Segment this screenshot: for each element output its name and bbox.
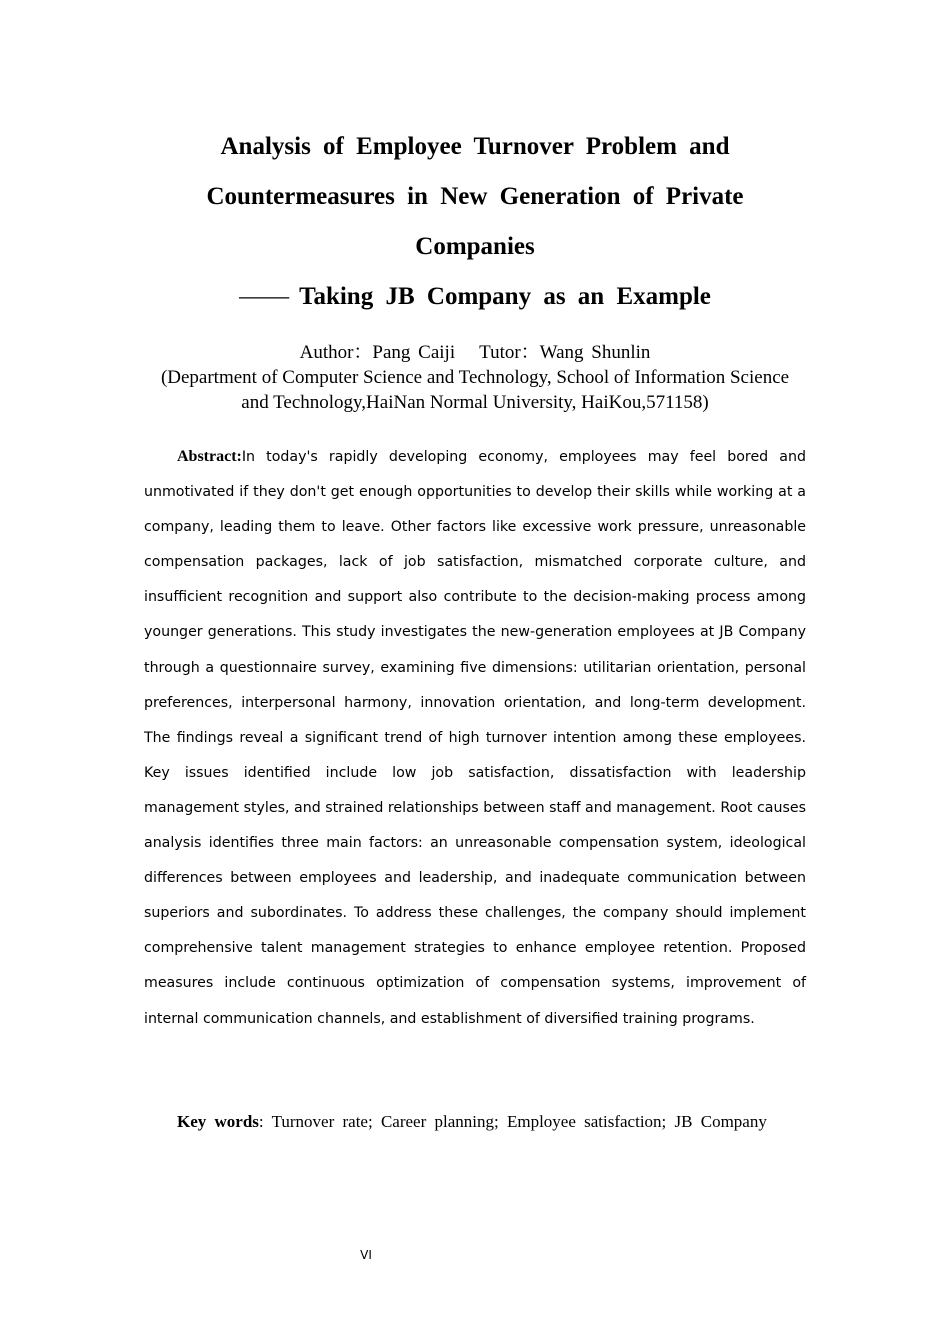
keywords-separator: :: [258, 1112, 272, 1131]
subtitle-dash: ——: [239, 283, 290, 310]
paper-subtitle: [120, 272, 830, 322]
title-line-3: Companies: [415, 233, 535, 260]
keywords-label: Key words: [177, 1112, 259, 1131]
paper-title: [120, 122, 830, 322]
author-line: [110, 340, 840, 365]
tutor-name: Wang Shunlin: [539, 342, 651, 363]
subtitle-text: Taking JB Company as an Example: [299, 283, 711, 310]
affiliation-line-1: (Department of Computer Science and Technology, School of Information Science: [160, 367, 790, 388]
title-line-2: Countermeasures in New Generation of Private: [206, 183, 744, 210]
author-name: Pang Caiji: [372, 342, 456, 363]
author-label: Author：: [299, 342, 373, 363]
abstract-label: Abstract:: [177, 448, 242, 465]
title-line-1: Analysis of Employee Turnover Problem and: [220, 133, 730, 160]
affiliation-line-2: and Technology,HaiNan Normal University, HaiKou,571158): [241, 392, 709, 413]
abstract-paragraph: [144, 439, 806, 1037]
tutor-label: Tutor：: [479, 342, 540, 363]
page-number: VI: [360, 1248, 372, 1262]
author-info: [110, 340, 840, 415]
abstract-text: In today's rapidly developing economy, employees may feel bored and unmotivated if they don't get enough opportunities to develop their skills while working at a company, leading them to leave. Other factors like excessive work pressure, unreasonable compensation packages, lack of job satisfaction, mismatched corporate culture, and insufficient recognition and support also contribute to the decision-making process among younger generations. This study investigates the new-generation employees at JB Company through a questionnaire survey, examining five dimensions: utilitarian orientation, personal preferences, interpersonal harmony, innovation orientation, and long-term development. The findings reveal a significant trend of high turnover intention among these employees. Key issues identified include low job satisfaction, dissatisfaction with leadership management styles, and strained relationships between staff and management. Root causes analysis identifies three main factors: an unreasonable compensation system, ideological differences between employees and leadership, and inadequate communication between superiors and subordinates. To address these challenges, the company should implement comprehensive talent management strategies to enhance employee retention. Proposed measures include continuous optimization of compensation systems, improvement of internal communication channels, and establishment of diversified training programs.: [144, 449, 806, 1027]
keywords-text: Turnover rate; Career planning; Employee satisfaction; JB Company: [271, 1112, 767, 1131]
keywords-line: [177, 1108, 817, 1136]
